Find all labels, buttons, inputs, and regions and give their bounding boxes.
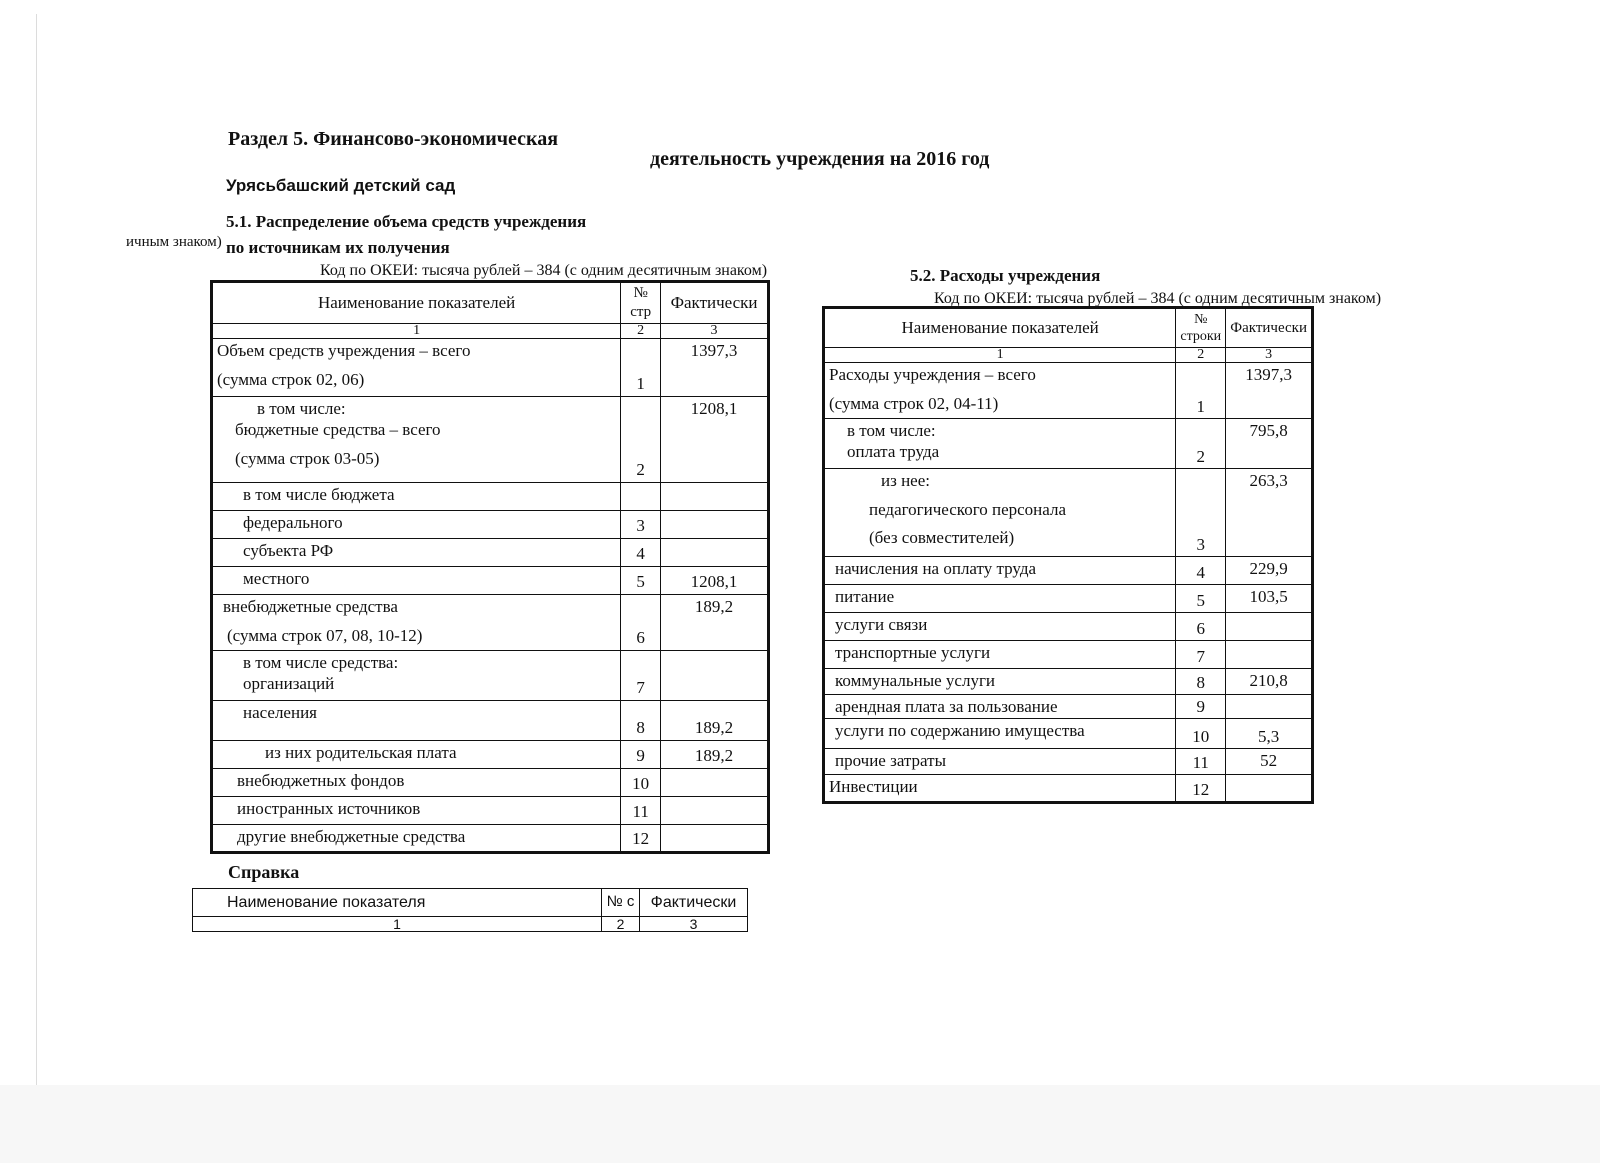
row-label: услуги по содержанию имущества xyxy=(835,721,1085,741)
table-expenses xyxy=(822,306,1314,804)
table-row xyxy=(212,538,769,566)
right-title: 5.2. Расходы учреждения xyxy=(910,266,1101,285)
row-label: педагогического персонала xyxy=(869,500,1067,520)
row-value xyxy=(1226,641,1313,669)
row-label: иностранных источников xyxy=(237,798,421,818)
row-label: другие внебюджетные средства xyxy=(237,826,466,846)
section-title-right: деятельность учреждения на 2016 год xyxy=(650,148,990,170)
ref-header-name: Наименование показателя xyxy=(193,889,602,917)
row-value xyxy=(1226,613,1313,641)
table-reference xyxy=(192,888,748,932)
left-okei: Код по ОКЕИ: тысяча рублей – 384 (с одним десятичным знаком) xyxy=(320,262,768,279)
row-label: населения xyxy=(243,702,317,722)
table-row xyxy=(212,482,769,510)
row-value: 1397,3 xyxy=(1226,363,1313,419)
row-number: 5 xyxy=(621,566,661,594)
row-number: 2 xyxy=(621,396,661,482)
row-label: (без совместителей) xyxy=(869,527,1015,547)
row-value: 263,3 xyxy=(1226,469,1313,557)
table-row xyxy=(824,641,1313,669)
row-label: начисления на оплату труда xyxy=(835,559,1037,578)
table-row xyxy=(824,749,1313,775)
row-value: 229,9 xyxy=(1226,557,1313,585)
row-label: бюджетные средства – всего xyxy=(235,419,441,439)
row-number: 11 xyxy=(1176,749,1226,775)
table-row xyxy=(824,669,1313,695)
header-fact: Фактически xyxy=(1226,308,1313,348)
row-value xyxy=(661,768,769,796)
table-row xyxy=(212,768,769,796)
table-row xyxy=(824,613,1313,641)
section-title-left: Раздел 5. Финансово-экономическая xyxy=(228,128,559,150)
row-number: 6 xyxy=(621,594,661,650)
table-row xyxy=(212,740,769,768)
row-number: 10 xyxy=(1176,719,1226,749)
row-number: 12 xyxy=(621,824,661,852)
index-cell: 1 xyxy=(212,323,621,338)
table-row xyxy=(212,510,769,538)
index-cell: 1 xyxy=(824,348,1176,363)
table-row xyxy=(824,719,1313,749)
table-row xyxy=(824,557,1313,585)
row-number: 2 xyxy=(1176,419,1226,469)
header-name: Наименование показателей xyxy=(824,308,1176,348)
row-label: субъекта РФ xyxy=(243,540,334,560)
row-number: 7 xyxy=(621,650,661,700)
scan-edge-line xyxy=(36,14,37,1114)
table-sources xyxy=(210,280,770,854)
row-label: в том числе: xyxy=(847,421,936,440)
header-fact: Фактически xyxy=(661,282,769,324)
table-row xyxy=(824,363,1313,419)
left-title-line1: 5.1. Распределение объема средств учреждения xyxy=(226,212,587,231)
row-label: прочие затраты xyxy=(835,751,947,771)
table-row xyxy=(212,650,769,700)
row-value: 52 xyxy=(1226,749,1313,775)
row-value xyxy=(661,482,769,510)
row-label: Расходы учреждения – всего xyxy=(829,365,1036,384)
index-cell: 3 xyxy=(640,917,748,932)
org-name: Урясьбашский детский сад xyxy=(226,176,456,195)
row-label: внебюджетные средства xyxy=(223,596,398,616)
margin-fragment: ичным знаком) xyxy=(126,234,222,250)
row-number: 8 xyxy=(1176,669,1226,695)
row-value: 189,2 xyxy=(661,594,769,650)
row-number: 6 xyxy=(1176,613,1226,641)
row-value: 210,8 xyxy=(1226,669,1313,695)
row-label: местного xyxy=(243,568,310,588)
row-number: 12 xyxy=(1176,775,1226,803)
table-row xyxy=(212,824,769,852)
row-label: Инвестиции xyxy=(829,777,918,797)
index-cell: 2 xyxy=(1176,348,1226,363)
row-value xyxy=(661,538,769,566)
row-label: из них родительская плата xyxy=(265,742,457,762)
table-row xyxy=(824,469,1313,557)
row-number: 5 xyxy=(1176,585,1226,613)
index-cell: 3 xyxy=(1226,348,1313,363)
row-label: организаций xyxy=(243,673,335,693)
row-label: федерального xyxy=(243,512,343,532)
row-value xyxy=(1226,695,1313,719)
row-label: в том числе: xyxy=(257,398,346,418)
ref-header-fact: Фактически xyxy=(640,889,748,917)
row-label: питание xyxy=(835,587,895,606)
row-label: из нее: xyxy=(881,471,930,490)
row-label: коммунальные услуги xyxy=(835,671,996,690)
row-label: транспортные услуги xyxy=(835,643,991,662)
table-row xyxy=(824,695,1313,719)
reference-title: Справка xyxy=(228,862,300,882)
row-number: 9 xyxy=(1176,695,1226,719)
table-row xyxy=(212,338,769,396)
header-no: № стр xyxy=(621,282,661,324)
table-row xyxy=(212,796,769,824)
row-number: 4 xyxy=(621,538,661,566)
table-row xyxy=(212,396,769,482)
row-value: 1397,3 xyxy=(661,338,769,396)
row-number: 9 xyxy=(621,740,661,768)
row-label: (сумма строк 03-05) xyxy=(235,449,380,468)
index-cell: 3 xyxy=(661,323,769,338)
row-label: в том числе бюджета xyxy=(243,484,395,504)
row-label: (сумма строк 02, 04-11) xyxy=(829,394,999,414)
row-number: 3 xyxy=(621,510,661,538)
table-row xyxy=(212,594,769,650)
row-value: 189,2 xyxy=(661,740,769,768)
row-number: 7 xyxy=(1176,641,1226,669)
row-value: 1208,1 xyxy=(661,566,769,594)
row-value xyxy=(661,650,769,700)
row-label: арендная плата за пользование xyxy=(835,697,1058,716)
row-value xyxy=(661,796,769,824)
row-label: Объем средств учреждения – всего xyxy=(217,340,471,360)
row-value xyxy=(1226,775,1313,803)
row-label: (сумма строк 07, 08, 10-12) xyxy=(227,625,423,645)
row-value xyxy=(661,824,769,852)
row-label: оплата труда xyxy=(847,442,940,462)
row-number: 8 xyxy=(621,700,661,740)
table-row xyxy=(824,775,1313,803)
row-number: 1 xyxy=(621,338,661,396)
table-row xyxy=(824,585,1313,613)
left-title-line2: по источникам их получения xyxy=(226,238,450,257)
row-label: (сумма строк 02, 06) xyxy=(217,369,365,389)
row-label: услуги связи xyxy=(835,615,928,634)
right-okei: Код по ОКЕИ: тысяча рублей – 384 (с одним десятичным знаком) xyxy=(934,290,1382,307)
row-value: 1208,1 xyxy=(661,396,769,482)
row-label: внебюджетных фондов xyxy=(237,770,405,790)
row-number: 3 xyxy=(1176,469,1226,557)
header-name: Наименование показателей xyxy=(212,282,621,324)
row-number: 4 xyxy=(1176,557,1226,585)
header-no: № строки xyxy=(1176,308,1226,348)
table-row xyxy=(212,566,769,594)
row-value: 103,5 xyxy=(1226,585,1313,613)
index-cell: 2 xyxy=(602,917,640,932)
table-row xyxy=(824,419,1313,469)
row-number: 1 xyxy=(1176,363,1226,419)
row-value: 5,3 xyxy=(1226,719,1313,749)
index-cell: 2 xyxy=(621,323,661,338)
row-value: 795,8 xyxy=(1226,419,1313,469)
scan-bottom-shade xyxy=(0,1085,1600,1163)
row-number xyxy=(621,482,661,510)
row-number: 11 xyxy=(621,796,661,824)
row-value xyxy=(661,510,769,538)
index-cell: 1 xyxy=(193,917,602,932)
ref-header-no: № с xyxy=(602,889,640,917)
table-row xyxy=(212,700,769,740)
row-label: в том числе средства: xyxy=(243,652,399,672)
row-value: 189,2 xyxy=(661,700,769,740)
row-number: 10 xyxy=(621,768,661,796)
